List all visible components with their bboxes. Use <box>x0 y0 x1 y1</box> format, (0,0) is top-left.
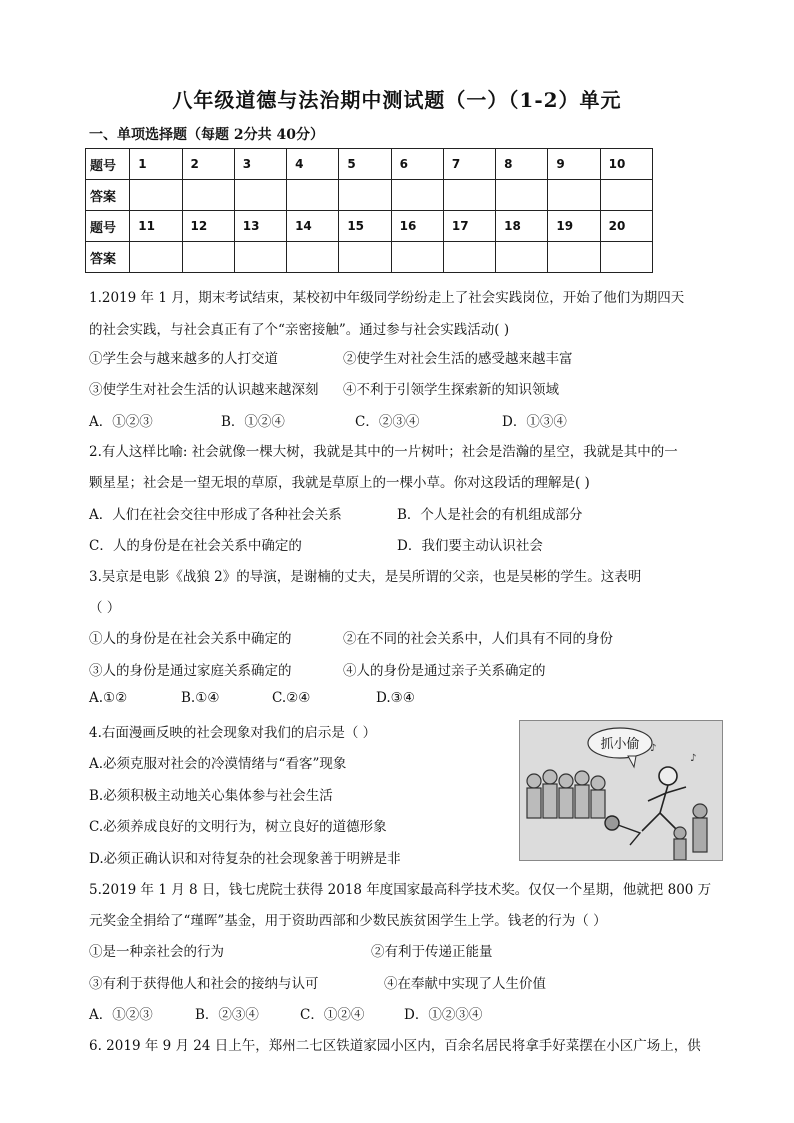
answer-cell[interactable] <box>130 180 182 211</box>
question-2-option-d[interactable]: D．我们要主动认识社会 <box>397 538 543 554</box>
row-label: 题号 <box>86 211 130 242</box>
question-1-statement-2: ②使学生对社会生活的感受越来越丰富 <box>343 351 573 367</box>
svg-text:♪: ♪ <box>650 743 657 754</box>
question-2-stem-line2: 颗星星；社会是一望无垠的草原，我就是草原上的一棵小草。你对这段话的理解是( ) <box>89 475 590 491</box>
question-5-option-a[interactable]: A．①②③ <box>89 1007 153 1023</box>
page-title: 八年级道德与法治期中测试题（一）（1-2）单元 <box>172 88 622 112</box>
answer-cell[interactable] <box>600 180 652 211</box>
answer-cell[interactable] <box>234 180 286 211</box>
table-row <box>86 149 653 180</box>
svg-text:♪: ♪ <box>690 753 697 764</box>
question-number: 8 <box>496 149 548 180</box>
question-number: 4 <box>287 149 339 180</box>
question-3-statement-2: ②在不同的社会关系中，人们具有不同的身份 <box>343 631 613 647</box>
question-number: 2 <box>182 149 234 180</box>
question-number: 20 <box>600 211 652 242</box>
question-number: 1 <box>130 149 182 180</box>
cartoon-drawing <box>520 721 722 860</box>
question-3-option-d[interactable]: D.③④ <box>376 690 415 706</box>
answer-cell[interactable] <box>600 242 652 273</box>
question-5-stem-line2: 元奖金全捐给了“瑾晖”基金，用于资助西部和少数民族贫困学生上学。钱老的行为（ ） <box>89 913 607 929</box>
answer-cell[interactable] <box>443 180 495 211</box>
question-5-option-c[interactable]: C．①②④ <box>300 1007 365 1023</box>
question-number: 3 <box>234 149 286 180</box>
question-3-option-a[interactable]: A.①② <box>89 690 128 706</box>
answer-cell[interactable] <box>287 242 339 273</box>
question-number: 16 <box>391 211 443 242</box>
question-number: 11 <box>130 211 182 242</box>
question-4-option-a[interactable]: A.必须克服对社会的冷漠情绪与“看客”现象 <box>89 756 347 772</box>
question-number: 10 <box>600 149 652 180</box>
question-4-option-b[interactable]: B.必须积极主动地关心集体参与社会生活 <box>89 788 333 804</box>
answer-cell[interactable] <box>391 242 443 273</box>
question-2-option-b[interactable]: B．个人是社会的有机组成部分 <box>397 507 583 523</box>
question-5-option-b[interactable]: B．②③④ <box>195 1007 259 1023</box>
table-row <box>86 211 653 242</box>
question-3-statement-4: ④人的身份是通过亲子关系确定的 <box>343 663 546 679</box>
table-row <box>86 180 653 211</box>
question-1-stem-line2: 的社会实践，与社会真正有了个“亲密接触”。通过参与社会实践活动( ) <box>89 322 510 338</box>
question-4-option-d[interactable]: D.必须正确认识和对待复杂的社会现象善于明辨是非 <box>89 851 401 867</box>
answer-cell[interactable] <box>182 180 234 211</box>
question-5-statement-2: ②有利于传递正能量 <box>371 944 493 960</box>
question-number: 18 <box>496 211 548 242</box>
question-2-option-a[interactable]: A．人们在社会交往中形成了各种社会关系 <box>89 507 342 523</box>
question-1-statement-3: ③使学生对社会生活的认识越来越深刻 <box>89 382 319 398</box>
question-5-statement-4: ④在奉献中实现了人生价值 <box>384 976 546 992</box>
question-1-option-a[interactable]: A．①②③ <box>89 414 153 430</box>
question-4-stem: 4.右面漫画反映的社会现象对我们的启示是（ ） <box>89 725 377 741</box>
question-number: 19 <box>548 211 600 242</box>
answer-cell[interactable] <box>443 242 495 273</box>
cartoon-caption: 抓小偷 <box>600 737 640 752</box>
question-number: 7 <box>443 149 495 180</box>
question-number: 15 <box>339 211 391 242</box>
answer-cell[interactable] <box>287 180 339 211</box>
answer-cell[interactable] <box>496 242 548 273</box>
question-2-stem-line1: 2.有人这样比喻: 社会就像一棵大树，我就是其中的一片树叶；社会是浩瀚的星空，我就是其中的一 <box>89 444 678 460</box>
cartoon-image <box>519 720 723 861</box>
question-number: 13 <box>234 211 286 242</box>
question-number: 14 <box>287 211 339 242</box>
answer-cell[interactable] <box>130 242 182 273</box>
question-3-stem-line2: （ ） <box>89 600 121 616</box>
answer-cell[interactable] <box>496 180 548 211</box>
question-1-option-d[interactable]: D．①③④ <box>502 414 567 430</box>
question-number: 6 <box>391 149 443 180</box>
question-3-statement-3: ③人的身份是通过家庭关系确定的 <box>89 663 292 679</box>
table-row <box>86 242 653 273</box>
answer-cell[interactable] <box>339 242 391 273</box>
answer-cell[interactable] <box>339 180 391 211</box>
question-3-option-b[interactable]: B.①④ <box>181 690 220 706</box>
question-1-option-b[interactable]: B．①②④ <box>221 414 285 430</box>
question-3-option-c[interactable]: C.②④ <box>272 690 311 706</box>
question-number: 12 <box>182 211 234 242</box>
question-1-stem-line1: 1.2019 年 1 月，期末考试结束，某校初中年级同学纷纷走上了社会实践岗位，开始了他们为期四天 <box>89 290 685 306</box>
answer-cell[interactable] <box>548 180 600 211</box>
question-number: 17 <box>443 211 495 242</box>
section-heading: 一、单项选择题（每题 2分共 40分） <box>89 127 324 143</box>
question-number: 5 <box>339 149 391 180</box>
answer-cell[interactable] <box>234 242 286 273</box>
row-label: 题号 <box>86 149 130 180</box>
answer-table <box>85 148 653 273</box>
question-3-stem-line1: 3.吴京是电影《战狼 2》的导演，是谢楠的丈夫，是吴所谓的父亲，也是吴彬的学生。这表明 <box>89 569 642 585</box>
question-4-option-c[interactable]: C.必须养成良好的文明行为，树立良好的道德形象 <box>89 819 387 835</box>
row-label: 答案 <box>86 242 130 273</box>
question-3-statement-1: ①人的身份是在社会关系中确定的 <box>89 631 292 647</box>
question-1-statement-4: ④不利于引领学生探索新的知识领域 <box>343 382 559 398</box>
question-number: 9 <box>548 149 600 180</box>
row-label: 答案 <box>86 180 130 211</box>
answer-cell[interactable] <box>391 180 443 211</box>
question-5-statement-1: ①是一种亲社会的行为 <box>89 944 224 960</box>
question-1-option-c[interactable]: C．②③④ <box>355 414 420 430</box>
question-2-option-c[interactable]: C．人的身份是在社会关系中确定的 <box>89 538 302 554</box>
question-5-stem-line1: 5.2019 年 1 月 8 日，钱七虎院士获得 2018 年度国家最高科学技术奖。仅仅一个星期，他就把 800 万 <box>89 882 712 898</box>
answer-cell[interactable] <box>548 242 600 273</box>
question-5-statement-3: ③有利于获得他人和社会的接纳与认可 <box>89 976 319 992</box>
question-1-statement-1: ①学生会与越来越多的人打交道 <box>89 351 278 367</box>
question-5-option-d[interactable]: D．①②③④ <box>404 1007 483 1023</box>
question-6-stem-line1: 6. 2019 年 9 月 24 日上午，郑州二七区铁道家园小区内，百余名居民将拿手好菜摆在小区广场上，供 <box>89 1038 701 1054</box>
answer-cell[interactable] <box>182 242 234 273</box>
